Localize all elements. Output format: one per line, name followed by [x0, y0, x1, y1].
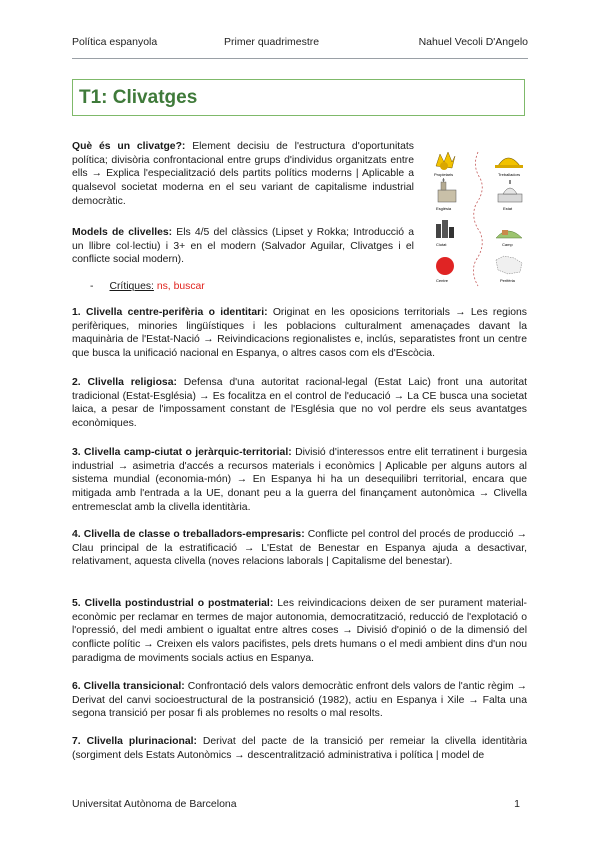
owner-icon: [436, 152, 455, 170]
city-icon: [436, 220, 454, 238]
cleavages-illustration: [428, 148, 528, 288]
models-text: Els 4/5 del clàssics (Lipset y Rokka; Introducció a un llibre col·lectiu) i 3+ en el modern (Salvador Aguilar, Clivatges i el conflicte social modern).: [72, 227, 414, 266]
title-box: [72, 79, 525, 116]
item-7: [72, 735, 527, 762]
intro-text: Element decisiu de l'estructura d'oportunitats política; divisòria confrontacional entre grups d'individus organitzats entre ells → Explica l'especialització dels partits polítics moderns | Aplicable a qualsevol societat moderna en el seu variant de capitalisme industrial democràtic.: [72, 141, 414, 207]
critiques-bullet: [90, 281, 205, 292]
cleavages-figure: [428, 148, 528, 288]
item-7-title: 7. Clivella plurinacional:: [72, 736, 197, 747]
item-7-text: Derivat del pacte de la transició per remeiar la clivella identitària (sorgiment dels Estats Autonòmics → descentralització administrativa i política | model de: [72, 736, 527, 761]
models-label: Models de clivelles:: [72, 227, 173, 238]
item-1-title: 1. Clivella centre-perifèria o identitari:: [72, 307, 268, 318]
figure-label-countryside: Camp: [502, 242, 513, 247]
item-2: [72, 376, 527, 431]
item-5: [72, 597, 527, 666]
item-1: [72, 306, 527, 361]
item-3: [72, 446, 527, 515]
intro-paragraph: [72, 140, 414, 209]
header-divider: [72, 58, 528, 59]
item-4-title: 4. Clivella de classe o treballadors-empresaris:: [72, 529, 305, 540]
figure-label-centre: Centre: [436, 278, 449, 283]
item-6-text: Confrontació dels valors democràtic enfront dels valors de l'antic règim → Derivat del canvi socioestructural de la postransició (1982), actiu en Espanya i Xile → Falta una segona transició per posar fi als problemes no resolts o mal resolts.: [72, 681, 528, 720]
figure-label-city: Ciutat: [436, 242, 447, 247]
periphery-map-icon: [496, 256, 522, 274]
critiques-label: Crítiques:: [109, 281, 154, 292]
item-4-text: Conflicte pel control del procés de producció → Clau principal de la estratificació → L'Estat de Benestar en Espanya ajuda a desactivar, relativament, aquesta clivella (noves relacions laborals | Capitalisme del benestar).: [72, 529, 527, 568]
header-author: Nahuel Vecoli D'Angelo: [418, 36, 528, 48]
intro-question: Què és un clivatge?:: [72, 141, 186, 152]
item-2-title: 2. Clivella religiosa:: [72, 377, 177, 388]
figure-label-owners: Propietaris: [434, 172, 454, 177]
item-1-text: Originat en les oposicions territorials → Les regions perifèriques, minories lingüístiques i les poblacions culturalment amenaçades davant la maquinària de l'Estat-Nació → Reivindicacions regionalistes e, inclús, separatistes front un centre que busca la unificació nacional en Espanya, o altres casos com els d'Escòcia.: [72, 307, 528, 360]
countryside-icon: [496, 230, 522, 238]
figure-label-church: Església: [436, 206, 452, 211]
item-3-title: 3. Clivella camp-ciutat o jeràrquic-territorial:: [72, 447, 292, 458]
capitol-icon: [498, 180, 522, 202]
item-3-text: Divisió d'interessos entre elit terratinent i burgesia industrial → asimetria d'accés a recursos materials i econòmics | Aplicable per alguns autors al sistema mundial (economia-món) → En Espanya hi ha un desequilibri territorial, encara que mitigada amb l'entrada a la UE, donant peu a la guerra del finançament autonòmica → Clivella entremesclat amb la clivella identitària.: [72, 447, 527, 513]
item-4: [72, 528, 527, 569]
footer-university: Universitat Autònoma de Barcelona: [72, 798, 237, 810]
header-term: Primer quadrimestre: [224, 36, 320, 48]
header-course: Política espanyola: [72, 36, 158, 48]
figure-label-workers: Treballadors: [498, 172, 521, 177]
figure-label-periphery: Perifèria: [500, 278, 515, 283]
church-icon: [438, 178, 456, 202]
item-6-title: 6. Clivella transicional:: [72, 681, 185, 692]
hardhat-icon: [495, 158, 523, 168]
item-2-text: Defensa d'una autoritat racional-legal (Estat Laic) front una autoritat tradicional (Estat-Església) → Es focalitza en el control de l'educació → La CE busca una societat laica, a pesar de l'impossament constant de l'Església que no vol perdre els seus avantatges econòmiques.: [72, 377, 527, 430]
figure-label-state: Estat: [503, 206, 513, 211]
page-number: 1: [514, 798, 520, 810]
models-paragraph: [72, 226, 414, 267]
centre-circle-icon: [436, 257, 454, 275]
page-title: T1: Clivatges: [79, 87, 198, 108]
item-5-title: 5. Clivella postindustrial o postmaterial:: [72, 598, 274, 609]
bullet-dash: -: [90, 281, 94, 292]
item-5-text: Les reivindicacions deixen de ser purament material-econòmic per reclamar en termes de major autonomia, democratització, reducció de l'explotació o l'opressió, del medi ambient o igualtat entre altres coses → Divisió d'opinió o de la dimensió del conflicte polític → Creixen els valors pacifistes, pels drets humans o el medi ambient dins d'un nou paradigma de moviments socials actius en Espanya.: [72, 598, 527, 664]
item-6: [72, 680, 527, 721]
critiques-text: ns, buscar: [153, 281, 205, 292]
